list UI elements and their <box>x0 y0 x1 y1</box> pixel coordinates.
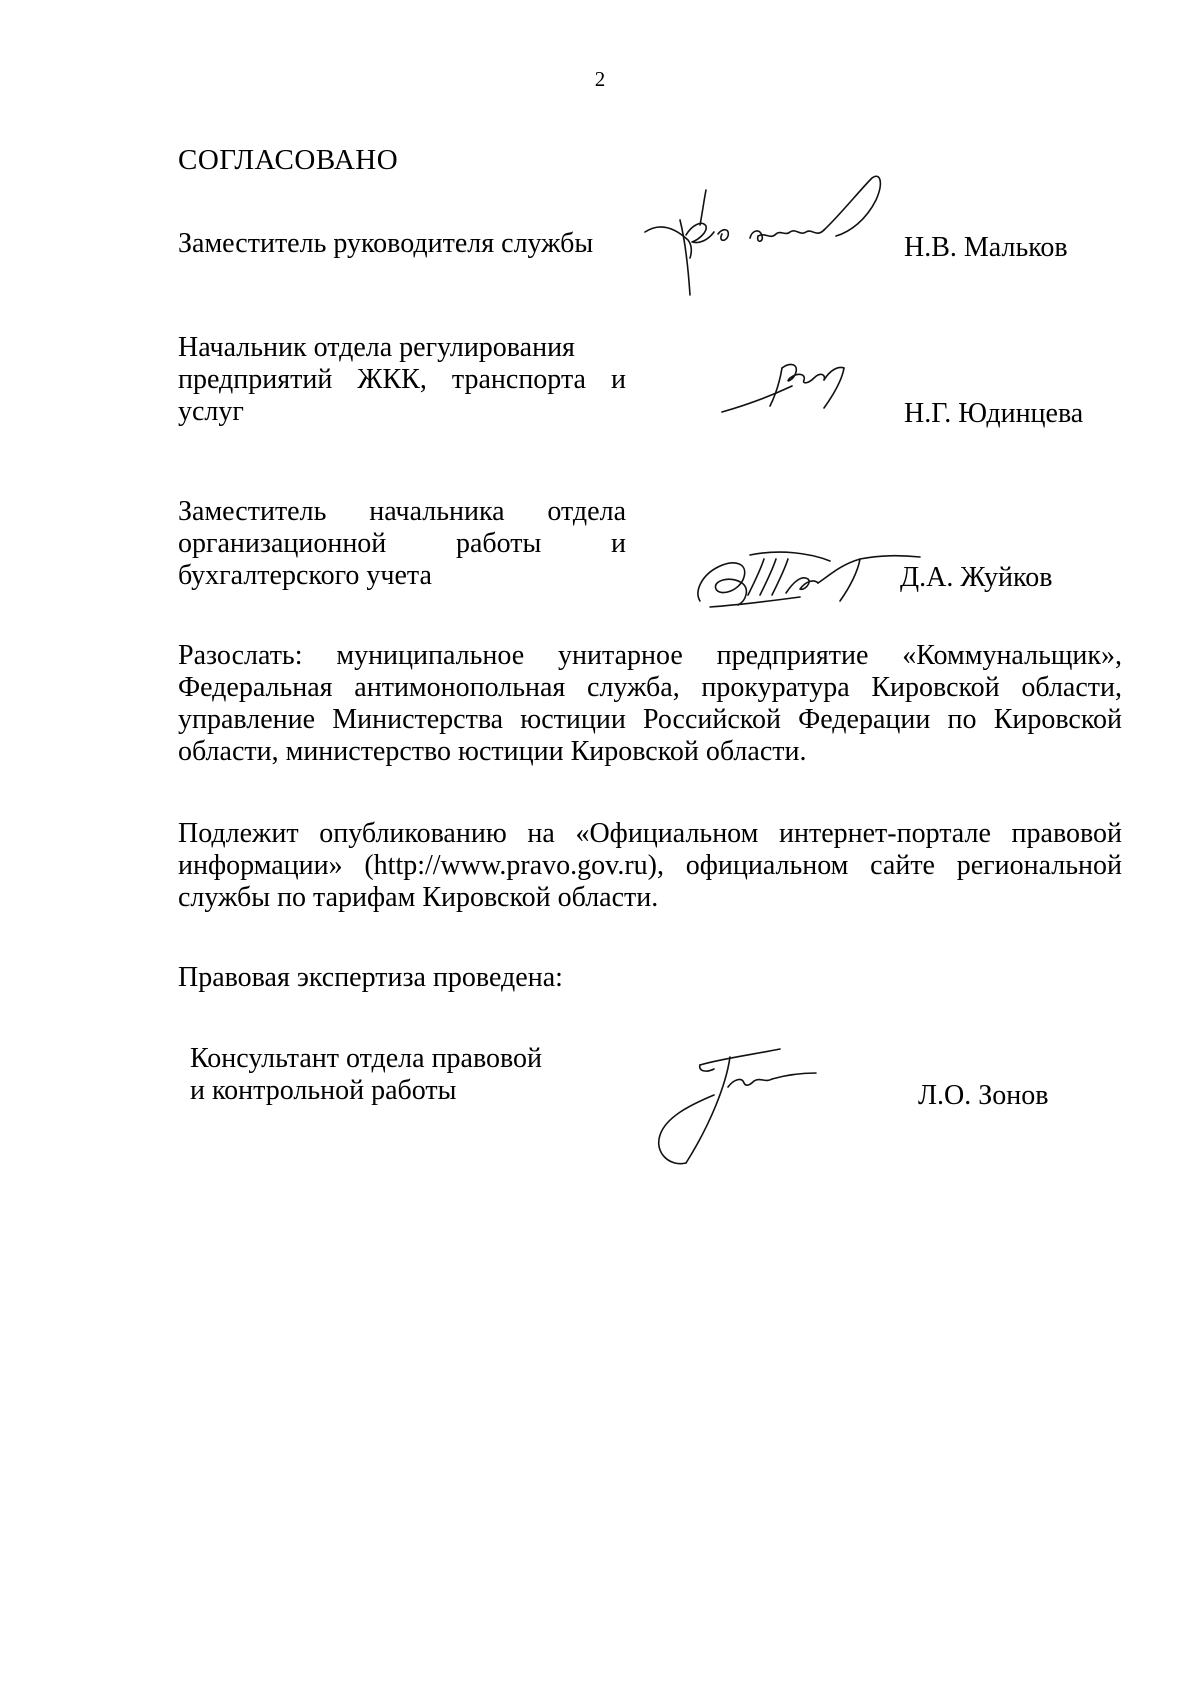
signatory-3-name: Д.А. Жуйков <box>900 562 1053 593</box>
title-line: Заместитель руководителя службы <box>178 228 594 259</box>
publication-paragraph <box>178 818 1122 914</box>
page-number: 2 <box>594 67 606 91</box>
distribution-line: Разослать: муниципальное унитарное предприятие «Коммунальщик», <box>178 640 1122 671</box>
distribution-line: области, министерство юстиции Кировской области. <box>178 736 807 767</box>
title-line: и контрольной работы <box>190 1075 457 1106</box>
distribution-paragraph <box>178 640 1122 768</box>
title-line: Начальник отдела регулирования <box>178 332 575 363</box>
approval-heading: СОГЛАСОВАНО <box>178 144 399 176</box>
signature-2-image <box>720 350 870 420</box>
publication-line: Подлежит опубликованию на «Официальном интернет-портале правовой <box>178 818 1122 849</box>
distribution-line: Федеральная антимонопольная служба, прокуратура Кировской области, <box>178 672 1122 703</box>
title-line: Заместитель начальника отдела <box>178 496 626 527</box>
title-line: Консультант отдела правовой <box>190 1043 543 1074</box>
distribution-line: управление Министерства юстиции Российской Федерации по Кировской <box>178 704 1122 735</box>
publication-line: информации» (http://www.pravo.gov.ru), официальном сайте региональной <box>178 850 1122 881</box>
signatory-3-title <box>178 496 626 592</box>
signatory-1-title <box>178 228 618 260</box>
signature-4-image <box>610 1035 830 1175</box>
legal-review-title <box>190 1043 610 1107</box>
signatory-2-title <box>178 332 626 428</box>
legal-review-name: Л.О. Зонов <box>918 1080 1049 1111</box>
title-line: бухгалтерского учета <box>178 560 432 591</box>
signature-1-image <box>640 170 910 300</box>
legal-review-label: Правовая экспертиза проведена: <box>178 962 563 993</box>
title-line: услуг <box>178 396 244 427</box>
signatory-2-name: Н.Г. Юдинцева <box>904 398 1084 429</box>
title-line: организационной работы и <box>178 528 626 559</box>
signature-3-image <box>690 535 930 615</box>
title-line: предприятий ЖКК, транспорта и <box>178 364 626 395</box>
publication-line: службы по тарифам Кировской области. <box>178 882 659 913</box>
signatory-1-name: Н.В. Мальков <box>904 232 1068 263</box>
